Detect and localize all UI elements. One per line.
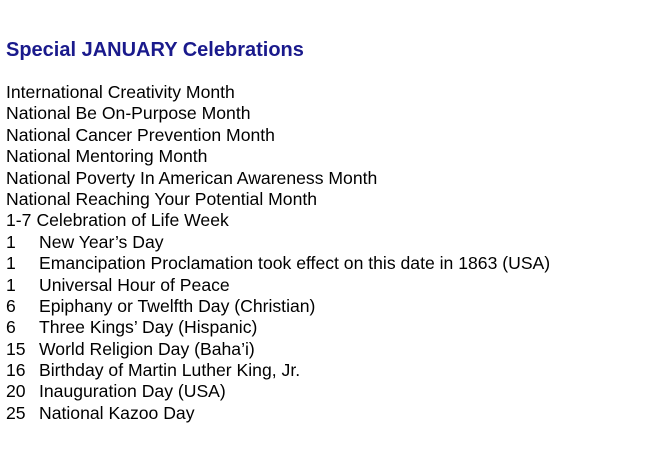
day-number: 20 — [6, 381, 26, 402]
day-name: Three Kings’ Day (Hispanic) — [39, 317, 258, 338]
day-number: 1 — [6, 274, 16, 295]
day-item — [6, 381, 658, 402]
day-item — [6, 339, 658, 360]
week-name: Celebration of Life Week — [36, 210, 229, 231]
month-item: National Poverty In American Awareness Month — [6, 167, 378, 188]
month-item: National Cancer Prevention Month — [6, 124, 275, 145]
day-number: 6 — [6, 295, 16, 316]
day-number: 1 — [6, 253, 16, 274]
week-item — [6, 210, 658, 231]
month-item: International Creativity Month — [6, 82, 235, 102]
day-name: Epiphany or Twelfth Day (Christian) — [39, 295, 316, 316]
day-number: 1 — [6, 231, 16, 252]
day-number: 25 — [6, 402, 26, 423]
day-name: Emancipation Proclamation took effect on this date in 1863 (USA) — [39, 253, 551, 274]
day-name: New Year’s Day — [39, 231, 164, 252]
month-item: National Mentoring Month — [6, 146, 208, 167]
day-item — [6, 232, 658, 253]
day-item — [6, 317, 658, 338]
day-number: 6 — [6, 317, 16, 338]
month-item: National Be On-Purpose Month — [6, 103, 251, 124]
document-page — [6, 38, 658, 424]
day-number: 15 — [6, 338, 26, 359]
day-item — [6, 275, 658, 296]
day-number: 16 — [6, 360, 26, 381]
day-name: World Religion Day (Baha’i) — [39, 338, 255, 359]
page-title: Special JANUARY Celebrations — [6, 39, 304, 61]
day-item — [6, 403, 658, 424]
day-item — [6, 296, 658, 317]
day-name: National Kazoo Day — [39, 402, 195, 423]
day-item — [6, 253, 658, 274]
day-name: Inauguration Day (USA) — [39, 381, 226, 402]
day-name: Universal Hour of Peace — [39, 274, 230, 295]
day-item — [6, 360, 658, 381]
day-name: Birthday of Martin Luther King, Jr. — [39, 360, 301, 381]
week-days: 1-7 — [6, 210, 32, 231]
celebrations-list — [6, 82, 658, 424]
month-item: National Reaching Your Potential Month — [6, 188, 318, 209]
